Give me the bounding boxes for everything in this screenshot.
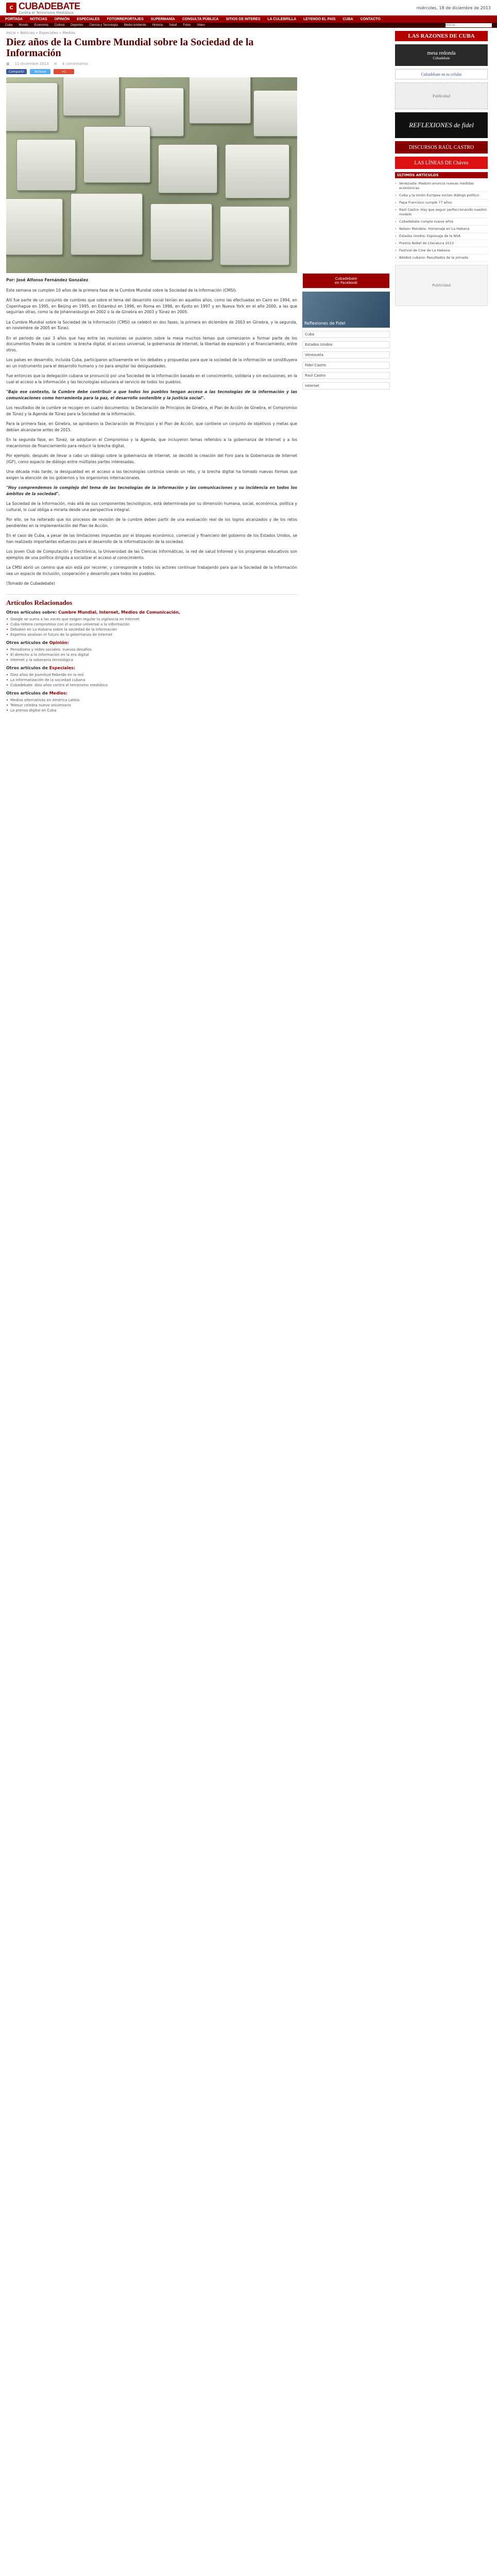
related-heading-prefix: Otros artículos de bbox=[6, 690, 49, 696]
keyboard-key-image bbox=[158, 144, 217, 193]
keyboard-key-image bbox=[189, 77, 251, 124]
related-heading-prefix: Otros artículos sobre: bbox=[6, 609, 59, 615]
article-paragraph: Allí fue parte de un conjunto de cumbres que sobre el tema del desarrollo social tenían en aquellos años, como las efectuadas en Cairo en 1994, en Copenhague en 1995, en Beijing en 1995, en Estambul en 1996, en Roma en 1996, en Kyoto en 1997 y en Nueva York en el año 2000, a las que seguirían otras, como la de Johannesburgo en 2002 o la de Ginebra en 2003 y Túnez en 2005. bbox=[6, 298, 297, 314]
related-item[interactable]: • El derecho a la información en la era digital bbox=[6, 652, 297, 657]
article-paragraph: La Cumbre Mundial sobre la Sociedad de la Información (CMSI) se celebró en dos fases, la primera en diciembre de 2003 en Ginebra, y la segunda, en noviembre de 2005 en Túnez. bbox=[6, 319, 297, 330]
related-item[interactable]: • La informatización de la sociedad cubana bbox=[6, 677, 297, 683]
article-paragraph: La CMSI abrió un camino que aún está por recorrer, y corresponde a todos los actores continuar trabajando para que la Sociedad de la Información sea un espacio de inclusión, cooperación y desarrollo para todos los pueblos. bbox=[6, 565, 297, 576]
site-logo[interactable] bbox=[6, 1, 80, 15]
sub-nav bbox=[0, 23, 497, 28]
nav-item[interactable]: ESPECIALES bbox=[77, 17, 100, 21]
subnav-item[interactable]: Deportes bbox=[71, 24, 83, 27]
article-hero-image bbox=[6, 77, 297, 273]
subnav-item[interactable]: Video bbox=[197, 24, 205, 27]
keyboard-key-image bbox=[83, 126, 150, 183]
nav-item[interactable]: SUPERMANÍA bbox=[150, 17, 175, 21]
header-date: miércoles, 18 de diciembre de 2013 bbox=[416, 5, 491, 10]
subnav-item[interactable]: Mundo bbox=[19, 24, 28, 27]
content-columns bbox=[0, 28, 497, 713]
latest-article-item[interactable]: › Cubadebate cumple nueve años bbox=[395, 218, 488, 226]
related-group-heading bbox=[6, 691, 297, 696]
article-paragraph: En el caso de Cuba, a pesar de las limitaciones impuestas por el bloqueo económico, comercial y financiero del gobierno de los Estados Unidos, se han realizado importantes esfuerzos para el desarrollo de la informatización de la sociedad. bbox=[6, 533, 297, 544]
related-group-heading bbox=[6, 640, 297, 645]
nav-item[interactable]: LEYENDO EL PAÍS bbox=[303, 17, 336, 21]
related-item[interactable]: • Internet y la soberanía tecnológica bbox=[6, 657, 297, 663]
breadcrumb[interactable]: Inicio » Noticias » Especiales » Medios bbox=[6, 31, 76, 35]
article-comments[interactable]: 4 comentarios bbox=[62, 62, 88, 66]
logo-name: CUBADEBATE bbox=[19, 1, 80, 11]
subnav-item[interactable]: Medio Ambiente bbox=[124, 24, 146, 27]
sidebar-ad-caption: Reflexiones de Fidel bbox=[304, 321, 346, 326]
main-column bbox=[6, 31, 297, 713]
related-item[interactable]: • Medios alternativos en América Latina bbox=[6, 698, 297, 703]
nav-item[interactable]: OPINIÓN bbox=[54, 17, 70, 21]
sidebar-spacer bbox=[302, 31, 390, 273]
latest-article-item[interactable]: › Premio Nobel de Literatura 2013 bbox=[395, 240, 488, 247]
article-meta bbox=[6, 62, 297, 66]
keyboard-key-image bbox=[16, 139, 76, 191]
subnav-item[interactable]: Economía bbox=[34, 24, 48, 27]
keyboard-key-image bbox=[220, 206, 289, 265]
facebook-widget-sub: en Facebook bbox=[335, 281, 357, 285]
article-paragraph: Por ello, se ha reiterado que los procesos de revisión de la cumbre deben partir de una evaluación real de los logros alcanzados y de los retos pendientes en la implementación del Plan de Acción. bbox=[6, 517, 297, 528]
related-item[interactable]: • Telesur celebra nuevo aniversario bbox=[6, 703, 297, 708]
nav-item[interactable]: CONTACTO bbox=[360, 17, 381, 21]
latest-articles-title: ÚLTIMOS ARTÍCULOS bbox=[395, 172, 488, 178]
article-paragraph: Los Joven Club de Computación y Electrónica, la Universidad de las Ciencias Informáticas, la red de salud Infomed y los programas educativos son ejemplos de una política dirigida a socializar el acceso al conocimiento. bbox=[6, 549, 297, 560]
article-body bbox=[6, 277, 297, 587]
latest-article-item[interactable]: › Estados Unidos: Espionaje de la NSA bbox=[395, 233, 488, 240]
article-paragraph: Por ejemplo, después de llevar a cabo un diálogo sobre la gobernanza de Internet, se decidió la creación del Foro para la Gobernanza de Internet (IGF), como espacio de diálogo entre múltiples partes interesadas. bbox=[6, 453, 297, 464]
article-paragraph: "Hoy comprendemos lo complejo del tema de las tecnologías de la información y las comunicaciones y su incidencia en todos los ámbitos de la sociedad". bbox=[6, 485, 297, 496]
subnav-item[interactable]: Ciencia y Tecnología bbox=[89, 24, 118, 27]
search-input[interactable] bbox=[445, 23, 492, 27]
related-item[interactable]: • Diez años de Juventud Rebelde en la red bbox=[6, 672, 297, 677]
latest-article-item[interactable]: › Nelson Mandela: Homenaje en La Habana bbox=[395, 226, 488, 233]
related-group-heading bbox=[6, 610, 297, 615]
fidel-banner[interactable]: REFLEXIONES de fidel bbox=[395, 112, 488, 138]
article-paragraph: Los países en desarrollo, incluida Cuba, participaron activamente en los debates y propuestas para que la sociedad de la información se constituyera en un instrumento para el desarrollo humano y no para ampliar las desigualdades. bbox=[6, 358, 297, 368]
tag-item[interactable]: Fidel Castro bbox=[302, 362, 390, 369]
logo-mark-icon: C bbox=[6, 3, 16, 13]
razones-banner[interactable]: LAS RAZONES DE CUBA bbox=[395, 31, 488, 41]
related-item[interactable]: • Expertos analizan el futuro de la gobernanza de Internet bbox=[6, 632, 297, 637]
keyboard-key-image bbox=[150, 204, 212, 260]
share-row bbox=[6, 69, 297, 74]
keyboard-key-image bbox=[253, 90, 297, 137]
subnav-item[interactable]: Cuba bbox=[5, 24, 13, 27]
related-list bbox=[6, 672, 297, 688]
tag-item[interactable]: Cuba bbox=[302, 331, 390, 338]
related-title: Artículos Relacionados bbox=[6, 598, 73, 606]
latest-article-item[interactable]: › Venezuela: Maduro anuncia nuevas medidas económicas bbox=[395, 180, 488, 192]
subnav-item[interactable]: Fotos bbox=[183, 24, 191, 27]
subnav-item[interactable]: Cultura bbox=[54, 24, 65, 27]
right-ad-box[interactable]: Publicidad bbox=[395, 265, 488, 306]
logo-tagline: Contra el Terrorismo Mediático bbox=[19, 10, 74, 15]
article-paragraph: La Sociedad de la Información, más allá de sus componentes tecnológicos, está determinada por su dimensión humana, social, económica, política y cultural, lo cual obliga a mirarla desde una perspectiva integral. bbox=[6, 501, 297, 512]
article-paragraph: Este semana se cumplen 10 años de la primera fase de la Cumbre Mundial sobre la Sociedad de la Información (CMSI). bbox=[6, 287, 237, 293]
latest-articles-list bbox=[395, 180, 488, 262]
related-item[interactable]: • La prensa digital en Cuba bbox=[6, 708, 297, 713]
facebook-widget-title: Cubadebate bbox=[335, 277, 357, 281]
raul-banner[interactable]: DISCURSOS RAÚL CASTRO bbox=[395, 141, 488, 154]
article-paragraph: (Tomado de Cubadebate) bbox=[6, 581, 55, 586]
google-plus-button[interactable]: +1 bbox=[54, 69, 74, 74]
nav-item[interactable]: PORTADA bbox=[5, 17, 23, 21]
chavez-banner[interactable]: LAS LÍNEAS DE Chávez bbox=[395, 157, 488, 169]
tag-item[interactable]: Venezuela bbox=[302, 351, 390, 359]
facebook-share-button[interactable]: Compartir bbox=[6, 69, 27, 74]
keyboard-key-image bbox=[71, 193, 143, 255]
related-item[interactable]: • Periodismo y redes sociales: nuevos desafíos bbox=[6, 647, 297, 652]
related-heading-prefix: Otros artículos de bbox=[6, 640, 49, 645]
related-list bbox=[6, 617, 297, 637]
tag-list bbox=[302, 331, 390, 389]
latest-article-item[interactable]: › Raúl Castro: Hay que seguir perfeccionando nuestro modelo bbox=[395, 207, 488, 218]
nav-item[interactable]: FOTORREPORTAJES bbox=[107, 17, 144, 21]
subnav-item[interactable]: Salud bbox=[169, 24, 177, 27]
article-paragraph: Los resultados de la cumbre se recogen en cuatro documentos: la Declaración de Principios de Ginebra, el Plan de Acción de Ginebra, el Compromiso de Túnez y la Agenda de Túnez para la Sociedad de la Información. bbox=[6, 405, 297, 416]
related-list bbox=[6, 647, 297, 663]
latest-article-item[interactable]: › Béisbol cubano: Resultados de la jornada bbox=[395, 255, 488, 262]
mesa-banner-title: mesa redonda bbox=[427, 50, 456, 56]
tag-item[interactable]: Estados Unidos bbox=[302, 341, 390, 348]
twitter-share-button[interactable]: Twittear bbox=[30, 69, 50, 74]
tag-item[interactable]: Raúl Castro bbox=[302, 372, 390, 379]
nav-item[interactable]: NOTICIAS bbox=[30, 17, 47, 21]
cellphone-banner[interactable]: Cubadebate en tu celular bbox=[395, 69, 488, 79]
article-paragraph: Una década más tarde, la desigualdad en el acceso a las tecnologías continúa siendo un reto, y la brecha digital ha tomado nuevas formas que exigen la atención de los gobiernos y los organismos internacionales. bbox=[6, 469, 297, 480]
comment-icon: ✉ bbox=[54, 62, 57, 66]
right-sidebar bbox=[395, 31, 488, 713]
nav-item[interactable]: SITIOS DE INTERÉS bbox=[226, 17, 261, 21]
related-heading-topic[interactable]: Opinión: bbox=[49, 640, 69, 645]
subnav-item[interactable]: Historia bbox=[152, 24, 163, 27]
article-paragraph: Fue entonces que la delegación cubana se pronunció por una Sociedad de la Información basada en el conocimiento, solidaria y sin exclusiones, en la cual el acceso a la información y las tecnologías estuviera al servicio de todos los pueblos. bbox=[6, 374, 297, 384]
related-heading-prefix: Otros artículos de bbox=[6, 665, 49, 670]
nav-item[interactable]: LA CULEBRILLA bbox=[267, 17, 297, 21]
related-heading-topic[interactable]: Especiales: bbox=[49, 665, 76, 670]
left-sidebar bbox=[302, 31, 390, 713]
mesa-banner-sub: Cubadebate bbox=[433, 56, 450, 60]
facebook-widget[interactable] bbox=[302, 273, 390, 289]
related-heading-topic[interactable]: Medios: bbox=[49, 690, 67, 696]
related-group-heading bbox=[6, 666, 297, 670]
site-header bbox=[0, 0, 497, 15]
related-groups bbox=[6, 610, 297, 713]
related-item[interactable]: • Cubadebate: diez años contra el terrorismo mediático bbox=[6, 683, 297, 688]
related-list bbox=[6, 698, 297, 713]
related-articles bbox=[6, 594, 297, 713]
latest-article-item[interactable]: › Papa Francisco cumple 77 años bbox=[395, 199, 488, 207]
keyboard-key-image bbox=[6, 82, 58, 131]
sidebar-ad-thumb[interactable] bbox=[302, 292, 390, 328]
keyboard-key-image bbox=[63, 77, 119, 116]
latest-article-item[interactable]: › Cuba y la Unión Europea inician diálogo político bbox=[395, 192, 488, 199]
article-paragraph: En la segunda fase, en Túnez, se adoptaron el Compromiso y la Agenda, que incluyeron temas referidos a la gobernanza de Internet y a los mecanismos de financiamiento para reducir la brecha digital. bbox=[6, 437, 297, 448]
article-paragraph: "Bajo ese contexto, la Cumbre debe contribuir a que todos los pueblos tengan acceso a las tecnologías de la información y las comunicaciones como herramienta para la paz, el desarrollo sostenible y la justicia social". bbox=[6, 389, 297, 400]
main-nav bbox=[0, 15, 497, 23]
article-paragraph: Por: José Alfonso Fernández González bbox=[6, 278, 89, 282]
keyboard-key-image bbox=[6, 198, 63, 255]
article-title: Diez años de la Cumbre Mundial sobre la Sociedad de la Información bbox=[6, 37, 254, 59]
related-item[interactable]: • Google se suma a las voces que exigen regular la vigilancia en Internet bbox=[6, 617, 297, 622]
nav-item[interactable]: CUBA bbox=[342, 17, 353, 21]
mesa-redonda-banner[interactable] bbox=[395, 44, 488, 66]
keyboard-key-image bbox=[225, 144, 289, 198]
related-item[interactable]: • Cuba reitera compromiso con el acceso universal a la información bbox=[6, 622, 297, 627]
calendar-icon: ▦ bbox=[6, 62, 10, 66]
article-paragraph: Para la primera fase, en Ginebra, se aprobaron la Declaración de Principios y el Plan de Acción, que contiene un conjunto de objetivos y metas que debían alcanzarse antes de 2015. bbox=[6, 421, 297, 432]
latest-articles bbox=[395, 172, 488, 262]
tag-item[interactable]: Internet bbox=[302, 382, 390, 389]
ads-banner[interactable]: Publicidad bbox=[395, 82, 488, 109]
related-heading-topic[interactable]: Cumbre Mundial, Internet, Medios de Comunicación, bbox=[58, 609, 180, 615]
page bbox=[0, 0, 497, 713]
nav-item[interactable]: CONSULTA PÚBLICA bbox=[182, 17, 219, 21]
latest-article-item[interactable]: › Festival de Cine de La Habana bbox=[395, 247, 488, 255]
article-date: 11 diciembre 2013 bbox=[14, 62, 49, 66]
article-paragraph: En el período de casi 3 años que hay entre las reuniones se pusieron sobre la mesa muchos temas que comenzaron a formar parte de los documentos finales de la cumbre: la brecha digital, el acceso universal, la gobernanza de Internet, la libertad de expresión y el financiamiento, entre otros. bbox=[6, 335, 297, 352]
related-item[interactable]: • Debaten en La Habana sobre la sociedad de la información bbox=[6, 627, 297, 632]
